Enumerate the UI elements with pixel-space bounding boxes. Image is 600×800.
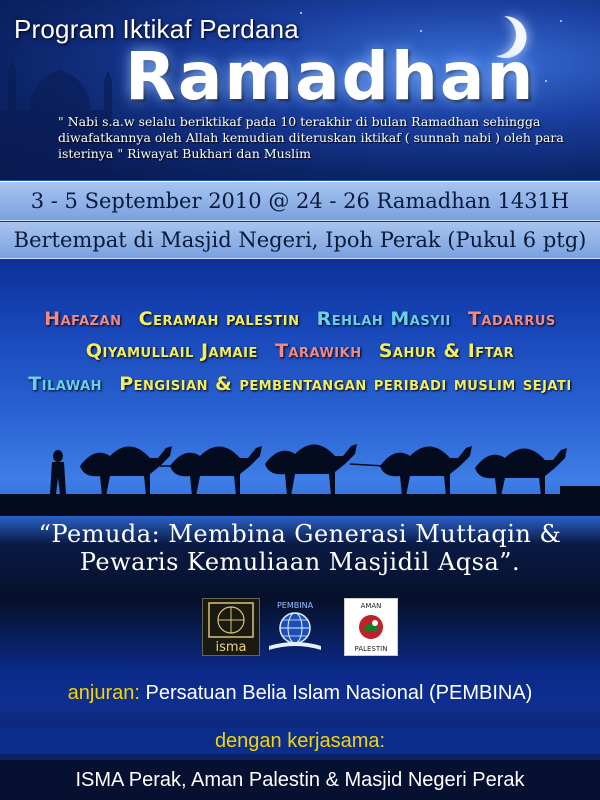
ramadhan-title: Ramadhan xyxy=(125,38,536,115)
slogan xyxy=(0,520,600,576)
aman-logo-bottom-text: PALESTIN xyxy=(354,645,388,653)
organizer-line xyxy=(0,682,600,705)
pembina-logo-text: PEMBINA xyxy=(276,601,314,610)
isma-logo-text: isma xyxy=(215,640,247,655)
activity-rehlah: Rehlah Masyii xyxy=(316,308,451,330)
pembina-logo xyxy=(263,598,327,654)
activities-line-2 xyxy=(0,340,600,362)
camel-caravan-silhouette xyxy=(0,426,600,516)
aman-palestin-logo xyxy=(344,598,398,656)
activities-line-1 xyxy=(0,308,600,330)
collaboration-label: dengan kerjasama: xyxy=(0,728,600,754)
activities-line-3 xyxy=(0,373,600,395)
venue-bar: Bertempat di Masjid Negeri, Ipoh Perak (Pukul 6 ptg) xyxy=(0,222,600,259)
program-title: Program Iktikaf Perdana xyxy=(14,14,299,44)
slogan-line-1: “Pemuda: Membina Generasi Muttaqin & xyxy=(38,520,562,548)
activity-tilawah: Tilawah xyxy=(28,373,103,395)
organizer-name: Persatuan Belia Islam Nasional (PEMBINA) xyxy=(145,682,533,704)
star xyxy=(560,20,562,22)
isma-logo xyxy=(202,598,260,656)
poster-header xyxy=(0,0,600,180)
aman-logo-top-text: AMAN xyxy=(360,602,382,610)
activity-sahur-iftar: Sahur & Iftar xyxy=(378,340,515,362)
activity-qiyamullail: Qiyamullail Jamaie xyxy=(85,340,258,362)
star xyxy=(300,12,302,14)
date-bar: 3 - 5 September 2010 @ 24 - 26 Ramadhan 1431H xyxy=(0,181,600,221)
activity-hafazan: Hafazan xyxy=(44,308,122,330)
star xyxy=(420,30,422,32)
partners-line: ISMA Perak, Aman Palestin & Masjid Negeri Perak xyxy=(0,760,600,800)
star xyxy=(545,80,547,82)
activity-tadarrus: Tadarrus xyxy=(467,308,556,330)
organizer-label: anjuran: xyxy=(67,682,140,704)
activity-tarawikh: Tarawikh xyxy=(274,340,362,362)
slogan-line-2: Pewaris Kemuliaan Masjidil Aqsa”. xyxy=(79,548,521,576)
activity-pengisian: Pengisian & pembentangan peribadi muslim sejati xyxy=(119,373,572,395)
activity-ceramah: Ceramah palestin xyxy=(138,308,300,330)
hadith-quote: " Nabi s.a.w selalu beriktikaf pada 10 terakhir di bulan Ramadhan sehingga diwafatkannya oleh Allah kemudian diteruskan iktikaf ( sunnah nabi ) oleh para isterinya " Riwayat Bukhari dan Muslim xyxy=(58,114,564,161)
